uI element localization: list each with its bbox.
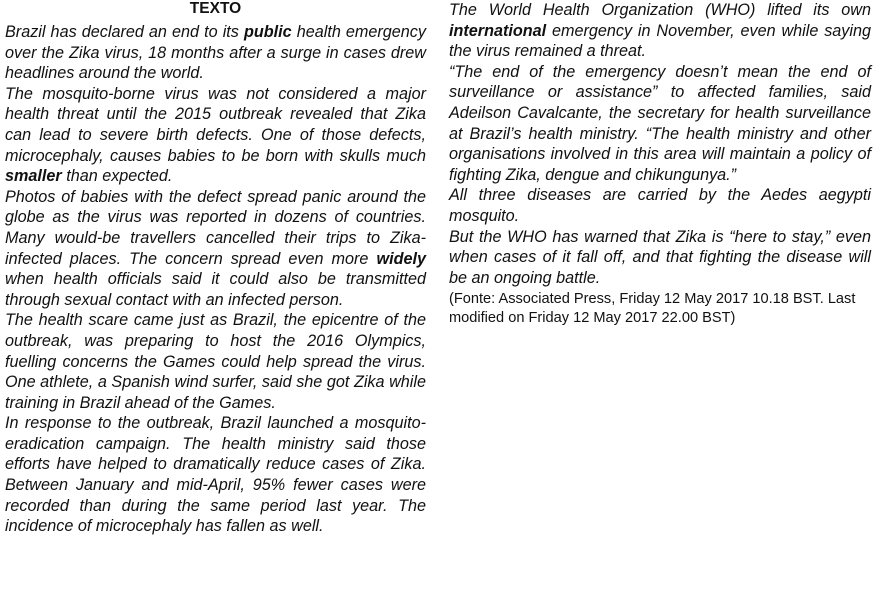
right-column <box>449 0 871 328</box>
paragraph-3-text-b: when health officials said it could also be transmitted through sexual contact with an infected person. <box>5 270 426 309</box>
paragraph-2-text-a: The mosquito-borne virus was not considered a major health threat until the 2015 outbreak revealed that Zika can lead to severe birth defects. One of those defects, microcephaly, causes babies to be born with skulls much <box>5 84 426 165</box>
paragraph-6-text-a: The World Health Organization (WHO) lifted its own <box>449 1 871 19</box>
paragraph-6-bold-word: international <box>449 21 547 40</box>
paragraph-3-bold-word: widely <box>376 249 426 268</box>
paragraph-4: The health scare came just as Brazil, the epicentre of the outbreak, was preparing to host the 2016 Olympics, fuelling concerns the Games could help spread the virus. One athlete, a Spanish wind surfer, said she got Zika while training in Brazil ahead of the Games. <box>5 311 426 412</box>
paragraph-1-bold-word: public <box>243 23 292 41</box>
paragraph-2-text-b: than expected. <box>61 167 173 186</box>
paragraph-9: But the WHO has warned that Zika is “here to stay,” even when cases of it fall off, and that fighting the disease will be an ongoing battle. <box>449 227 871 287</box>
paragraph-1-text-a: Brazil has declared an end to its <box>5 23 244 41</box>
paragraph-8: All three diseases are carried by the Aedes aegypti mosquito. <box>449 186 871 225</box>
paragraph-3-text-a: Photos of babies with the defect spread panic around the globe as the virus was reported in dozens of countries. Many would-be travellers cancelled their trips to Zika-infected places. The concern spread even more <box>5 187 426 268</box>
source-citation: (Fonte: Associated Press, Friday 12 May 2017 10.18 BST. Last modified on Friday 12 May 2017 22.00 BST) <box>449 291 856 327</box>
left-column <box>5 0 426 537</box>
paragraph-1-text-b: health emergency over the Zika virus, 18 months after a surge in cases drew headlines around the world. <box>5 23 426 83</box>
paragraph-2-bold-word: smaller <box>5 167 62 186</box>
paragraph-6-text-b: emergency in November, even while saying the virus remained a threat. <box>449 21 871 61</box>
paragraph-7: “The end of the emergency doesn’t mean the end of surveillance or assistance” to affected families, said Adeilson Cavalcante, the secretary for health surveillance at Brazil’s health ministry. “The health ministry and other organisations involved in this area will maintain a policy of fighting Zika, dengue and chikungunya.” <box>449 62 871 184</box>
paragraph-2 <box>5 84 426 187</box>
paragraph-5: In response to the outbreak, Brazil launched a mosquito-eradication campaign. The health ministry said those efforts have helped to dramatically reduce cases of Zika. Between January and mid-April, 95% fewer cases were recorded than during the same period last year. The incidence of microcephaly has fallen as well. <box>5 414 426 536</box>
paragraph-3 <box>5 187 426 311</box>
paragraph-6 <box>449 0 871 62</box>
paragraph-1 <box>5 22 426 84</box>
document-title: TEXTO <box>189 0 242 17</box>
